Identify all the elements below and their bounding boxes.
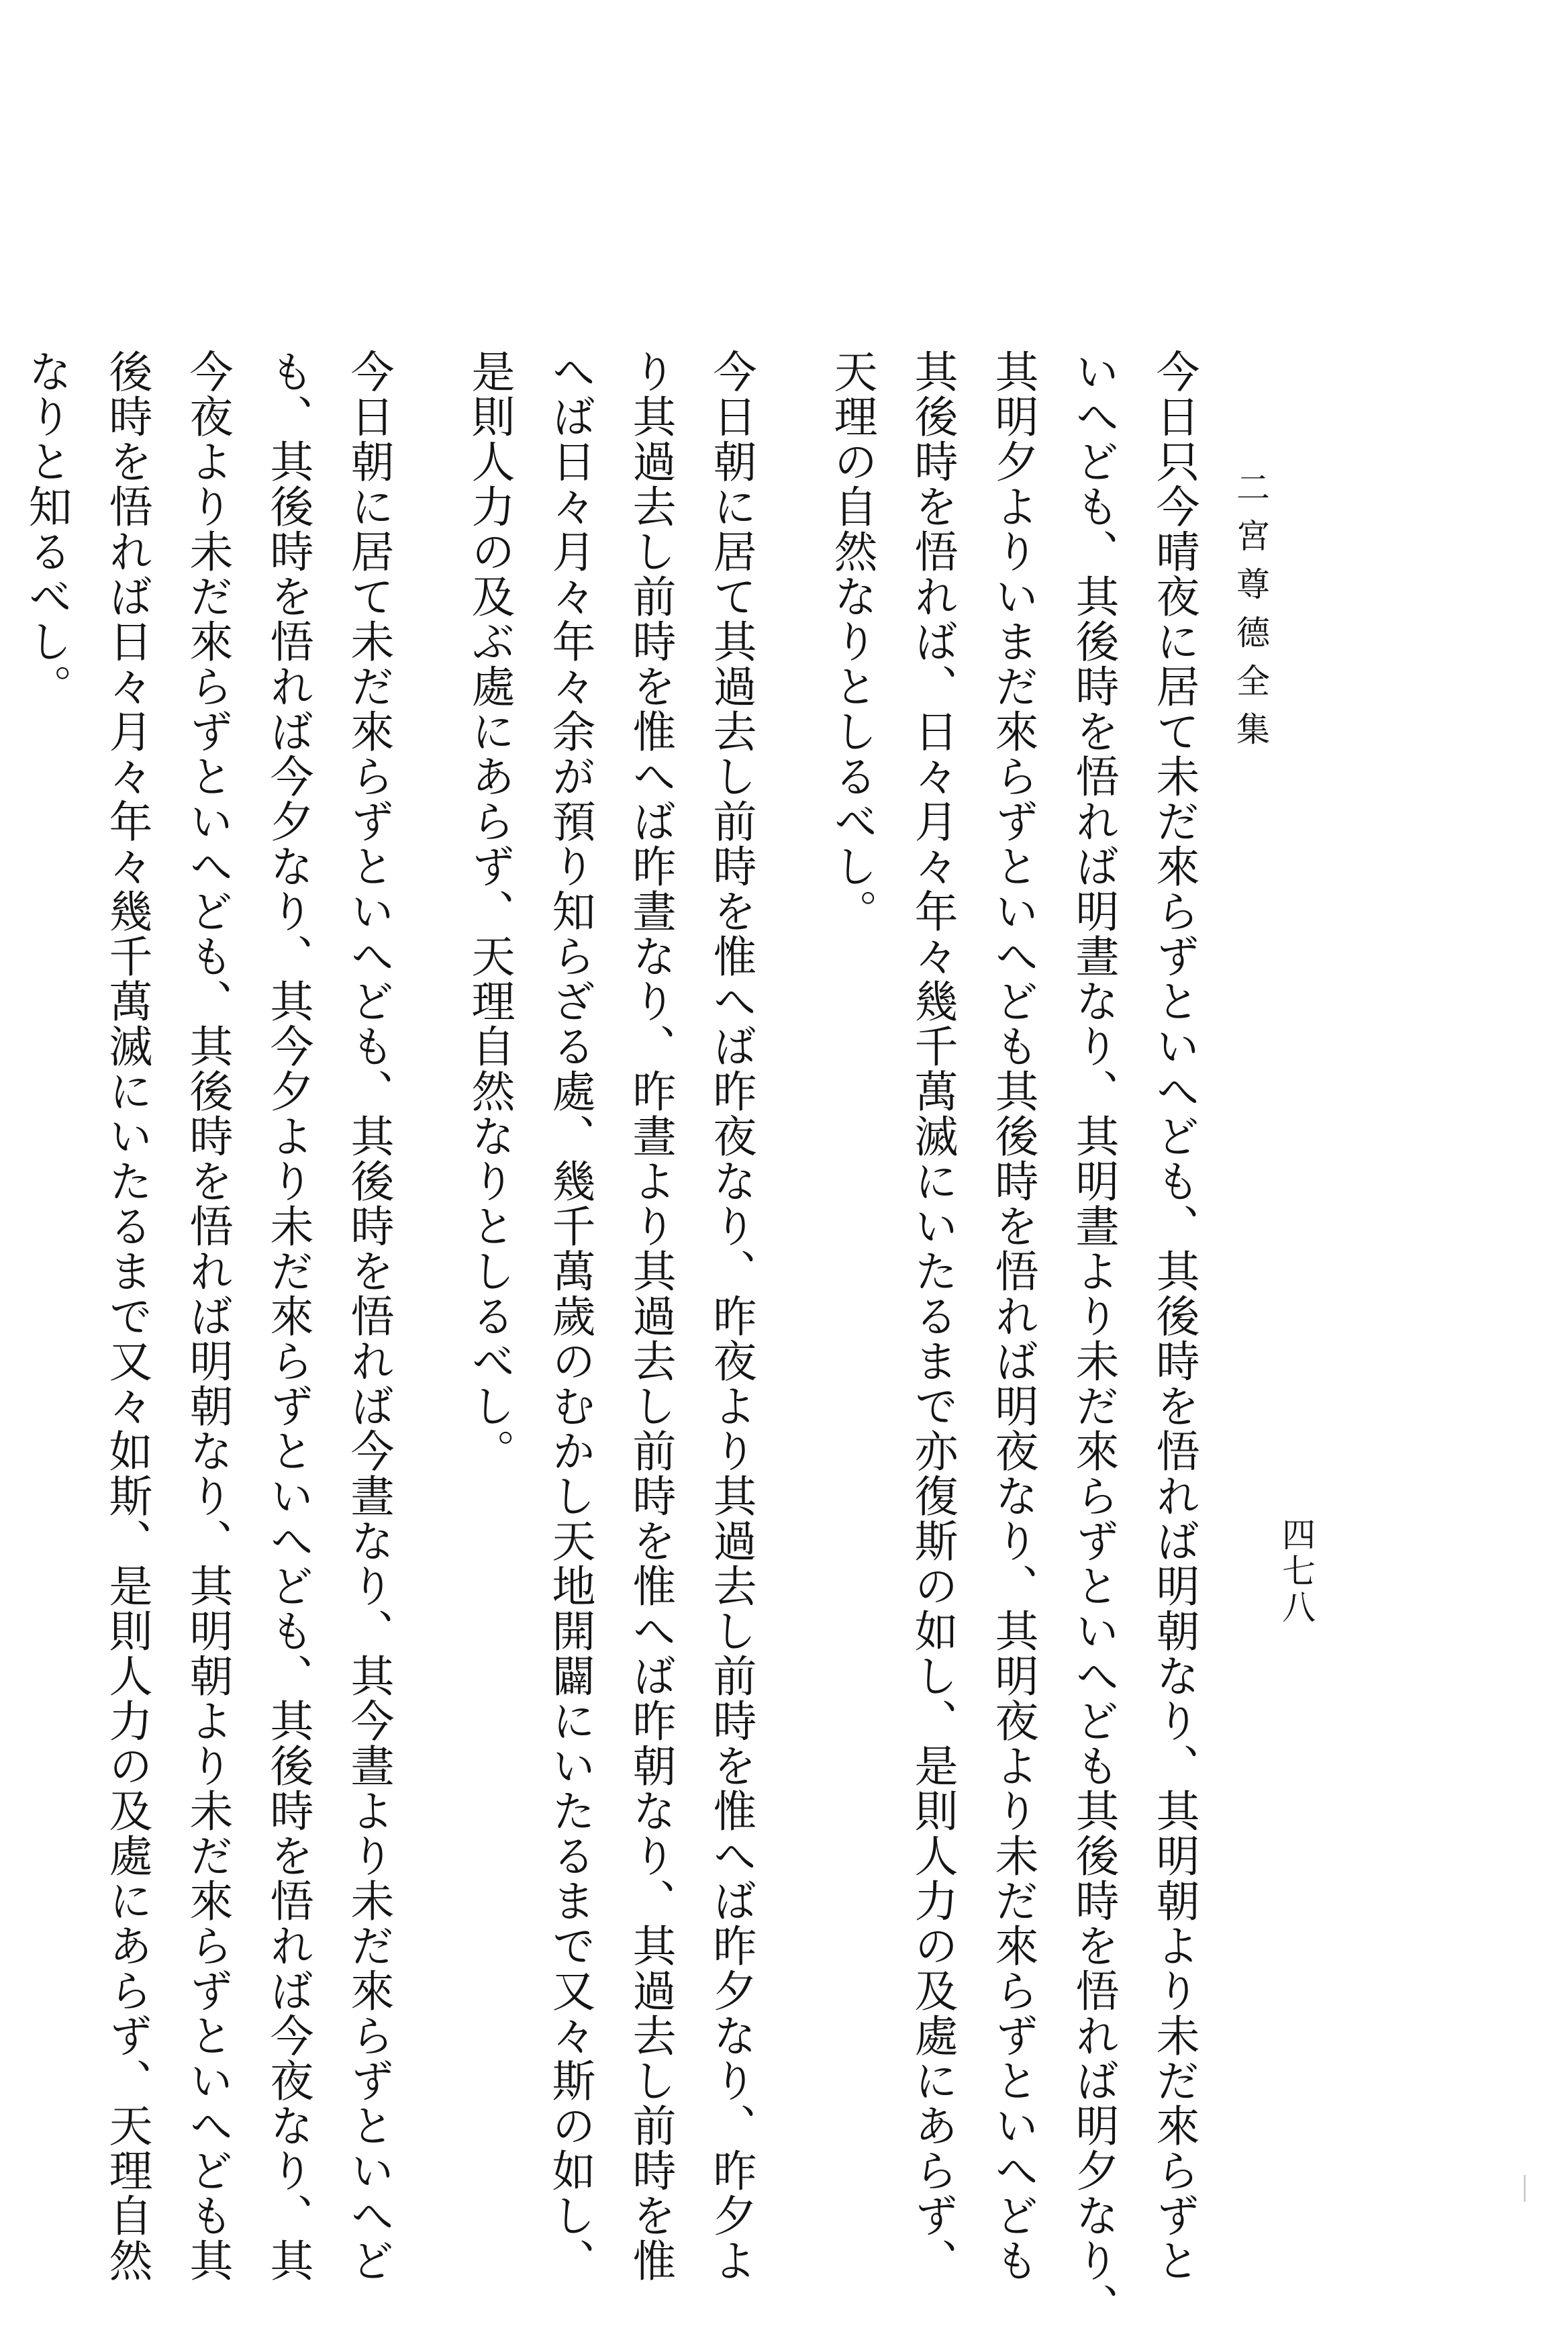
text-column-2: いへども、其後時を悟れば明晝なり、其明晝より未だ來らずといへども其後時を悟れば明夕なり、	[1068, 349, 1118, 2328]
running-header-title: 二宮尊德全集	[1231, 470, 1270, 760]
text-column-11: も、其後時を悟れば今夕なり、其今夕より未だ來らずといへども、其後時を悟れば今夜なり、其	[262, 349, 313, 2283]
text-column-3: 其明夕よりいまだ來らずといへども其後時を悟れば明夜なり、其明夜より未だ來らずといへども	[987, 349, 1038, 2283]
text-column-10: 今日朝に居て未だ來らずといへども、其後時を悟れば今晝なり、其今晝より未だ來らずといへど	[343, 349, 393, 2283]
text-column-5: 天理の自然なりとしるべし。	[826, 349, 877, 934]
text-column-14: なりと知るべし。	[21, 349, 71, 709]
text-column-4: 其後時を悟れば、日々月々年々幾千萬滅にいたるまで亦復斯の如し、是則人力の及處にあらず、	[907, 349, 957, 2283]
text-column-6: 今日朝に居て其過去し前時を惟へば昨夜なり、昨夜より其過去し前時を惟へば昨夕なり、昨夕よ	[705, 349, 756, 2283]
text-column-13: 後時を悟れば日々月々年々幾千萬滅にいたるまで又々如斯、是則人力の及處にあらず、天理自然	[101, 349, 152, 2283]
text-column-7: り其過去し前時を惟へば昨晝なり、昨晝より其過去し前時を惟へば昨朝なり、其過去し前時を惟	[625, 349, 675, 2283]
text-column-1: 今日只今晴夜に居て未だ來らずといへども、其後時を悟れば明朝なり、其明朝より未だ來らずと	[1148, 349, 1199, 2283]
scan-edge-mark	[1524, 2175, 1526, 2202]
text-column-12: 今夜より未だ來らずといへども、其後時を悟れば明朝なり、其明朝より未だ來らずといへども其	[182, 349, 232, 2283]
text-column-8: へば日々月々年々余が預り知らざる處、幾千萬歲のむかし天地開闢にいたるまで又々斯の如し、	[544, 349, 595, 2283]
page-number: 四七八	[1277, 1517, 1316, 1626]
text-column-9: 是則人力の及ぶ處にあらず、天理自然なりとしるべし。	[464, 349, 514, 1473]
